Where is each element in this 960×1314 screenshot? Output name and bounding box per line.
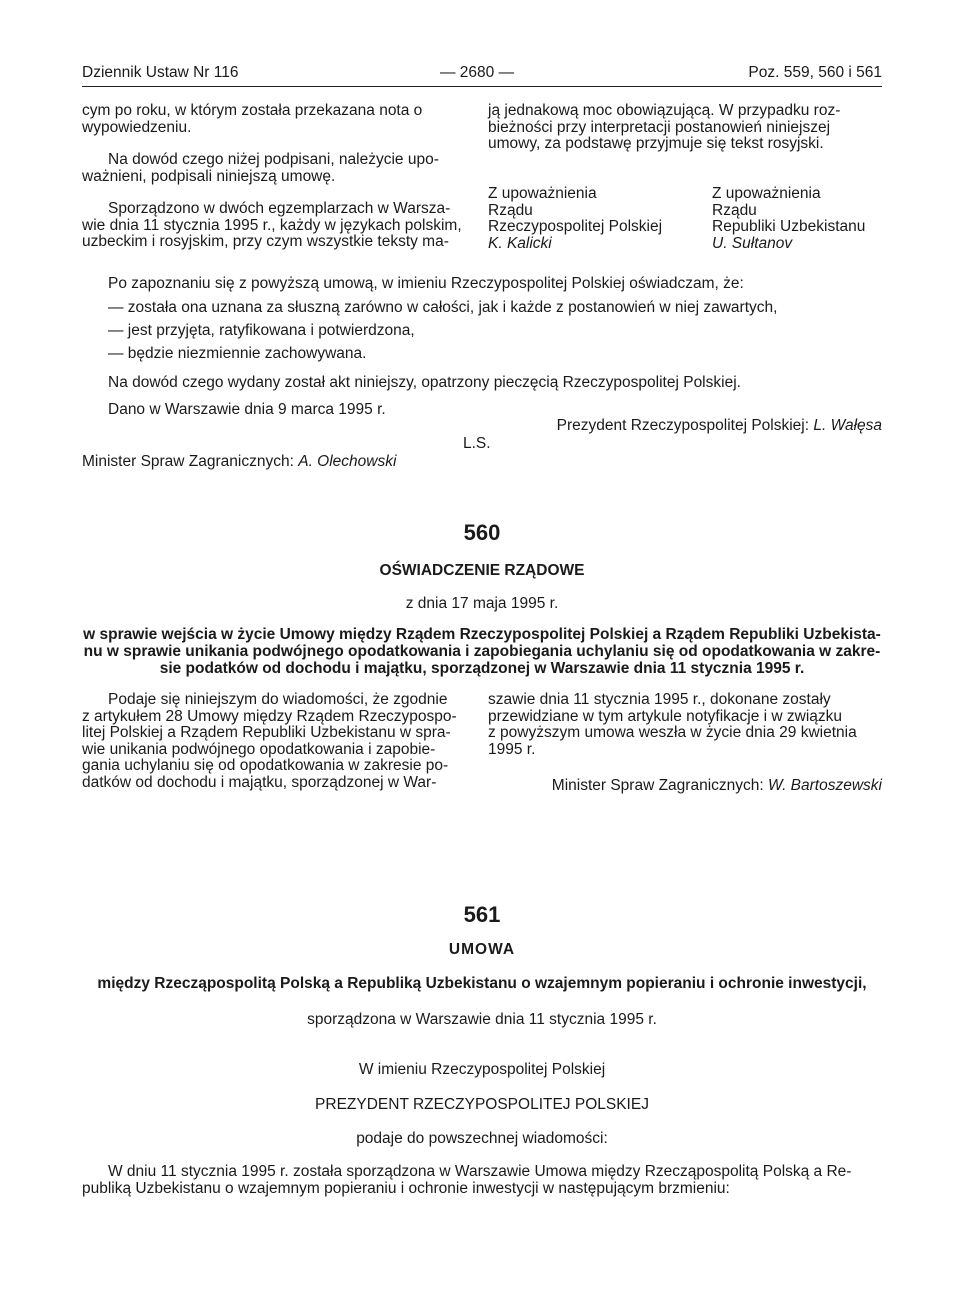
text-line: uzbeckim i rosyjskim, przy czym wszystkie teksty ma- — [82, 233, 449, 250]
item-560-date: z dnia 17 maja 1995 r. — [405, 595, 559, 612]
item-561-number: 561 — [463, 902, 501, 927]
signature-uzbekistan — [712, 186, 865, 252]
minister-signature — [82, 453, 396, 471]
text-line: wie dnia 11 stycznia 1995 r., każdy w językach polskim, — [82, 216, 462, 234]
signature-line: Rzeczypospolitej Polskiej — [488, 218, 663, 235]
minister-name: A. Olechowski — [298, 453, 397, 470]
signatory-name: K. Kalicki — [488, 234, 552, 252]
text-line: Sporządzono w dwóch egzemplarzach w Warsza- — [108, 200, 451, 217]
header-journal-title: Dziennik Ustaw Nr 116 — [82, 64, 239, 81]
text-line: wypowiedzeniu. — [82, 118, 192, 136]
signature-line: Z upoważnienia — [488, 185, 597, 202]
text-line: przewidziane w tym artykule notyfikacje i w związku — [488, 707, 843, 725]
text-line: cym po roku, w którym została przekazana nota o — [82, 102, 423, 119]
ratification-intro: Po zapoznaniu się z powyższą umową, w imieniu Rzeczypospolitej Polskiej oświadczam, że: — [108, 275, 744, 292]
ratification-item: — została ona uznana za słuszną zarówno w całości, jak i każde z postanowień w niej zawartych, — [108, 299, 778, 316]
item-561-title: UMOWA — [448, 941, 516, 958]
header-positions: Poz. 559, 560 i 561 — [748, 64, 882, 81]
subject-line: sie podatków od dochodu i majątku, sporządzonej w Warszawie dnia 11 stycznia 1995 r. — [159, 660, 805, 677]
text-line: umowy, za podstawę przyjmuje się tekst rosyjski. — [488, 135, 824, 152]
text-line: z artykułem 28 Umowy między Rządem Rzeczypospo- — [82, 707, 457, 725]
ratification-evidence: Na dowód czego wydany został akt niniejszy, opatrzony pieczęcią Rzeczypospolitej Polskiej. — [108, 374, 741, 391]
signatory-name: U. Sułtanov — [712, 234, 793, 252]
text-line: publiką Uzbekistanu o wzajemnym popieraniu i ochronie inwestycji w następującym brzmieniu: — [82, 1179, 730, 1197]
minister-label: Minister Spraw Zagranicznych: — [551, 777, 764, 794]
text-line: 1995 r. — [488, 740, 536, 758]
subject-line: w sprawie wejścia w życie Umowy między Rządem Rzeczypospolitej Polskiej a Rządem Republiki Uzbekista- — [83, 626, 881, 643]
item-561-in-name: W imieniu Rzeczypospolitej Polskiej — [358, 1061, 606, 1078]
minister-name: W. Bartoszewski — [768, 777, 882, 794]
signature-line: Republiki Uzbekistanu — [712, 218, 866, 235]
president-name: L. Wałęsa — [813, 417, 882, 434]
item-560-left-column — [82, 692, 476, 791]
item-561-body — [82, 1164, 882, 1197]
item-561-made: sporządzona w Warszawie dnia 11 stycznia 1995 r. — [307, 1011, 657, 1028]
signature-line: Rządu — [488, 201, 533, 219]
ratification-item: — będzie niezmiennie zachowywana. — [108, 345, 367, 362]
signature-line: Z upoważnienia — [712, 185, 821, 202]
text-line: ważnieni, podpisali niniejszą umowę. — [82, 167, 336, 185]
seal-mark: L.S. — [463, 435, 491, 452]
text-line: Podaje się niniejszym do wiadomości, że zgodnie — [108, 691, 448, 708]
text-line: litej Polskiej a Rządem Republiki Uzbekistanu w spra- — [82, 724, 451, 741]
text-line: wie unikania podwójnego opodatkowania i zapobie- — [82, 740, 436, 758]
subject-line: nu w sprawie unikania podwójnego opodatkowania i zapobiegania uchylaniu się od opodatkowania w zakre- — [83, 643, 881, 660]
header-rule — [82, 86, 882, 87]
text-line: datków od dochodu i majątku, sporządzonej w War- — [82, 773, 437, 791]
item-561-subject: między Rzecząpospolitą Polską a Republiką Uzbekistanu o wzajemnym popieraniu i ochronie inwestycji, — [97, 975, 867, 992]
item-560-number: 560 — [463, 520, 501, 545]
text-line: bieżności przy interpretacji postanowień niniejszej — [488, 118, 831, 136]
text-line: W dniu 11 stycznia 1995 r. została sporządzona w Warszawie Umowa między Rzecząpospolitą Polską a Re- — [108, 1163, 852, 1180]
text-line: z powyższym umowa weszła w życie dnia 29 kwietnia — [488, 724, 857, 741]
item-560-minister — [552, 777, 882, 795]
text-line: szawie dnia 11 stycznia 1995 r., dokonane zostały — [488, 691, 831, 708]
ratification-date: Dano w Warszawie dnia 9 marca 1995 r. — [108, 401, 386, 418]
header-page-number: — 2680 — — [440, 64, 515, 81]
top-right-column — [488, 103, 883, 153]
top-left-column — [82, 103, 476, 251]
item-561-announces: podaje do powszechnej wiadomości: — [356, 1130, 608, 1147]
text-line: ją jednakową moc obowiązującą. W przypadku roz- — [488, 102, 841, 119]
president-signature — [557, 417, 882, 435]
signature-line: Rządu — [712, 201, 757, 219]
text-line: gania uchylaniu się od opodatkowania w zakresie po- — [82, 757, 449, 774]
president-label: Prezydent Rzeczypospolitej Polskiej: — [556, 417, 810, 434]
ratification-item: — jest przyjęta, ratyfikowana i potwierdzona, — [108, 322, 415, 339]
item-560-right-column — [488, 692, 883, 758]
minister-label: Minister Spraw Zagranicznych: — [82, 453, 294, 470]
text-line: Na dowód czego niżej podpisani, należycie upo- — [108, 151, 439, 168]
item-560-title: OŚWIADCZENIE RZĄDOWE — [379, 562, 585, 579]
item-560-subject — [82, 626, 882, 677]
item-561-president: PREZYDENT RZECZYPOSPOLITEJ POLSKIEJ — [315, 1096, 649, 1113]
signature-poland — [488, 186, 662, 252]
